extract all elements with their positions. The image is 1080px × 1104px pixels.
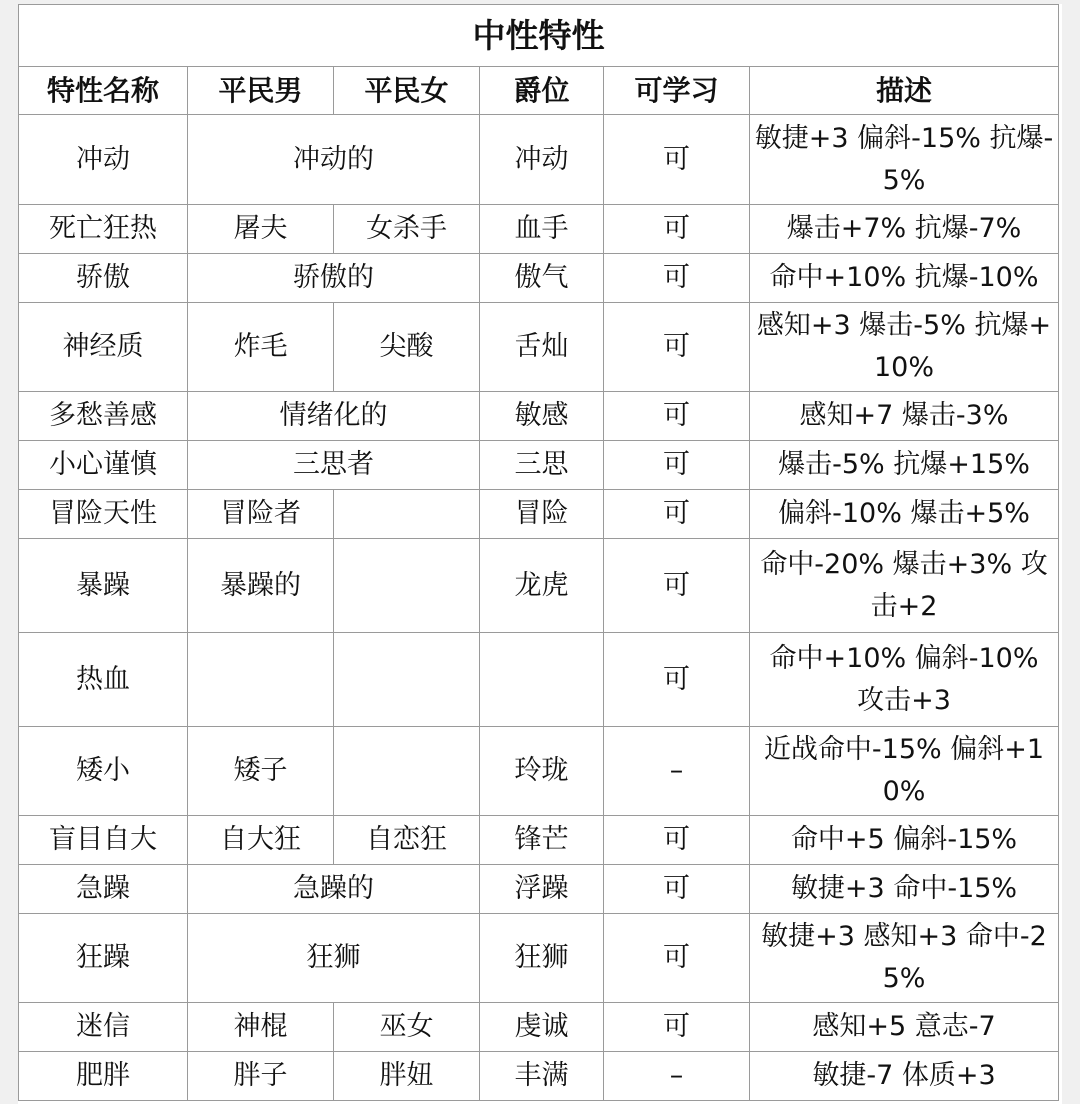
trait-name: 小心谨慎 bbox=[19, 441, 188, 490]
description-cell: 感知+5 意志-7 bbox=[750, 1003, 1059, 1052]
table-row bbox=[19, 254, 1059, 303]
description-cell: 命中+10% 抗爆-10% bbox=[750, 254, 1059, 303]
male-name: 冒险者 bbox=[188, 490, 334, 539]
noble-name: 冲动 bbox=[480, 115, 604, 205]
noble-name: 锋芒 bbox=[480, 816, 604, 865]
description-cell: 爆击+7% 抗爆-7% bbox=[750, 205, 1059, 254]
table-title: 中性特性 bbox=[19, 5, 1059, 67]
table-row bbox=[19, 816, 1059, 865]
description-cell: 敏捷-7 体质+3 bbox=[750, 1052, 1059, 1101]
male-name: 炸毛 bbox=[188, 303, 334, 392]
description-cell: 近战命中-15% 偏斜+10% bbox=[750, 727, 1059, 816]
trait-name: 盲目自大 bbox=[19, 816, 188, 865]
learnable-cell: 可 bbox=[604, 115, 750, 205]
noble-name: 舌灿 bbox=[480, 303, 604, 392]
trait-name: 热血 bbox=[19, 633, 188, 727]
commoner-name: 急躁的 bbox=[188, 865, 480, 914]
header-name: 特性名称 bbox=[19, 67, 188, 115]
learnable-cell: – bbox=[604, 1052, 750, 1101]
description-cell: 爆击-5% 抗爆+15% bbox=[750, 441, 1059, 490]
description-cell: 敏捷+3 感知+3 命中-25% bbox=[750, 914, 1059, 1003]
learnable-cell: 可 bbox=[604, 392, 750, 441]
trait-name: 暴躁 bbox=[19, 539, 188, 633]
header-learnable: 可学习 bbox=[604, 67, 750, 115]
header-female: 平民女 bbox=[334, 67, 480, 115]
learnable-cell: 可 bbox=[604, 816, 750, 865]
noble-name: 敏感 bbox=[480, 392, 604, 441]
trait-name: 冲动 bbox=[19, 115, 188, 205]
description-cell: 命中+5 偏斜-15% bbox=[750, 816, 1059, 865]
trait-name: 多愁善感 bbox=[19, 392, 188, 441]
trait-name: 骄傲 bbox=[19, 254, 188, 303]
table-sheet bbox=[18, 4, 1062, 1104]
learnable-cell: 可 bbox=[604, 865, 750, 914]
female-name bbox=[334, 633, 480, 727]
description-cell: 敏捷+3 偏斜-15% 抗爆-5% bbox=[750, 115, 1059, 205]
learnable-cell: 可 bbox=[604, 633, 750, 727]
female-name: 尖酸 bbox=[334, 303, 480, 392]
trait-name: 急躁 bbox=[19, 865, 188, 914]
description-cell: 偏斜-10% 爆击+5% bbox=[750, 490, 1059, 539]
commoner-name: 冲动的 bbox=[188, 115, 480, 205]
male-name: 胖子 bbox=[188, 1052, 334, 1101]
description-cell: 感知+7 爆击-3% bbox=[750, 392, 1059, 441]
female-name: 女杀手 bbox=[334, 205, 480, 254]
trait-name: 矮小 bbox=[19, 727, 188, 816]
table-row bbox=[19, 1003, 1059, 1052]
noble-name: 浮躁 bbox=[480, 865, 604, 914]
header-desc: 描述 bbox=[750, 67, 1059, 115]
trait-name: 冒险天性 bbox=[19, 490, 188, 539]
header-male: 平民男 bbox=[188, 67, 334, 115]
learnable-cell: 可 bbox=[604, 303, 750, 392]
description-cell: 感知+3 爆击-5% 抗爆+10% bbox=[750, 303, 1059, 392]
table-row bbox=[19, 392, 1059, 441]
noble-name: 玲珑 bbox=[480, 727, 604, 816]
table-row bbox=[19, 490, 1059, 539]
female-name: 胖妞 bbox=[334, 1052, 480, 1101]
learnable-cell: 可 bbox=[604, 441, 750, 490]
table-row bbox=[19, 303, 1059, 392]
learnable-cell: 可 bbox=[604, 254, 750, 303]
table-row bbox=[19, 727, 1059, 816]
learnable-cell: 可 bbox=[604, 490, 750, 539]
female-name bbox=[334, 539, 480, 633]
noble-name: 虔诚 bbox=[480, 1003, 604, 1052]
table-row bbox=[19, 1052, 1059, 1101]
female-name bbox=[334, 727, 480, 816]
table-row bbox=[19, 865, 1059, 914]
male-name: 自大狂 bbox=[188, 816, 334, 865]
male-name bbox=[188, 633, 334, 727]
trait-name: 狂躁 bbox=[19, 914, 188, 1003]
male-name: 暴躁的 bbox=[188, 539, 334, 633]
traits-table bbox=[18, 4, 1059, 1101]
noble-name bbox=[480, 633, 604, 727]
learnable-cell: – bbox=[604, 727, 750, 816]
noble-name: 狂狮 bbox=[480, 914, 604, 1003]
table-row bbox=[19, 539, 1059, 633]
male-name: 矮子 bbox=[188, 727, 334, 816]
commoner-name: 狂狮 bbox=[188, 914, 480, 1003]
table-row bbox=[19, 115, 1059, 205]
description-cell: 命中+10% 偏斜-10% 攻击+3 bbox=[750, 633, 1059, 727]
description-cell: 命中-20% 爆击+3% 攻击+2 bbox=[750, 539, 1059, 633]
commoner-name: 三思者 bbox=[188, 441, 480, 490]
trait-name: 肥胖 bbox=[19, 1052, 188, 1101]
noble-name: 傲气 bbox=[480, 254, 604, 303]
female-name: 自恋狂 bbox=[334, 816, 480, 865]
learnable-cell: 可 bbox=[604, 539, 750, 633]
male-name: 神棍 bbox=[188, 1003, 334, 1052]
learnable-cell: 可 bbox=[604, 1003, 750, 1052]
male-name: 屠夫 bbox=[188, 205, 334, 254]
table-row bbox=[19, 441, 1059, 490]
learnable-cell: 可 bbox=[604, 914, 750, 1003]
noble-name: 冒险 bbox=[480, 490, 604, 539]
commoner-name: 骄傲的 bbox=[188, 254, 480, 303]
description-cell: 敏捷+3 命中-15% bbox=[750, 865, 1059, 914]
trait-name: 神经质 bbox=[19, 303, 188, 392]
table-row bbox=[19, 633, 1059, 727]
female-name bbox=[334, 490, 480, 539]
noble-name: 龙虎 bbox=[480, 539, 604, 633]
noble-name: 血手 bbox=[480, 205, 604, 254]
female-name: 巫女 bbox=[334, 1003, 480, 1052]
noble-name: 三思 bbox=[480, 441, 604, 490]
trait-name: 死亡狂热 bbox=[19, 205, 188, 254]
table-row bbox=[19, 205, 1059, 254]
learnable-cell: 可 bbox=[604, 205, 750, 254]
noble-name: 丰满 bbox=[480, 1052, 604, 1101]
trait-name: 迷信 bbox=[19, 1003, 188, 1052]
table-row bbox=[19, 914, 1059, 1003]
header-noble: 爵位 bbox=[480, 67, 604, 115]
commoner-name: 情绪化的 bbox=[188, 392, 480, 441]
